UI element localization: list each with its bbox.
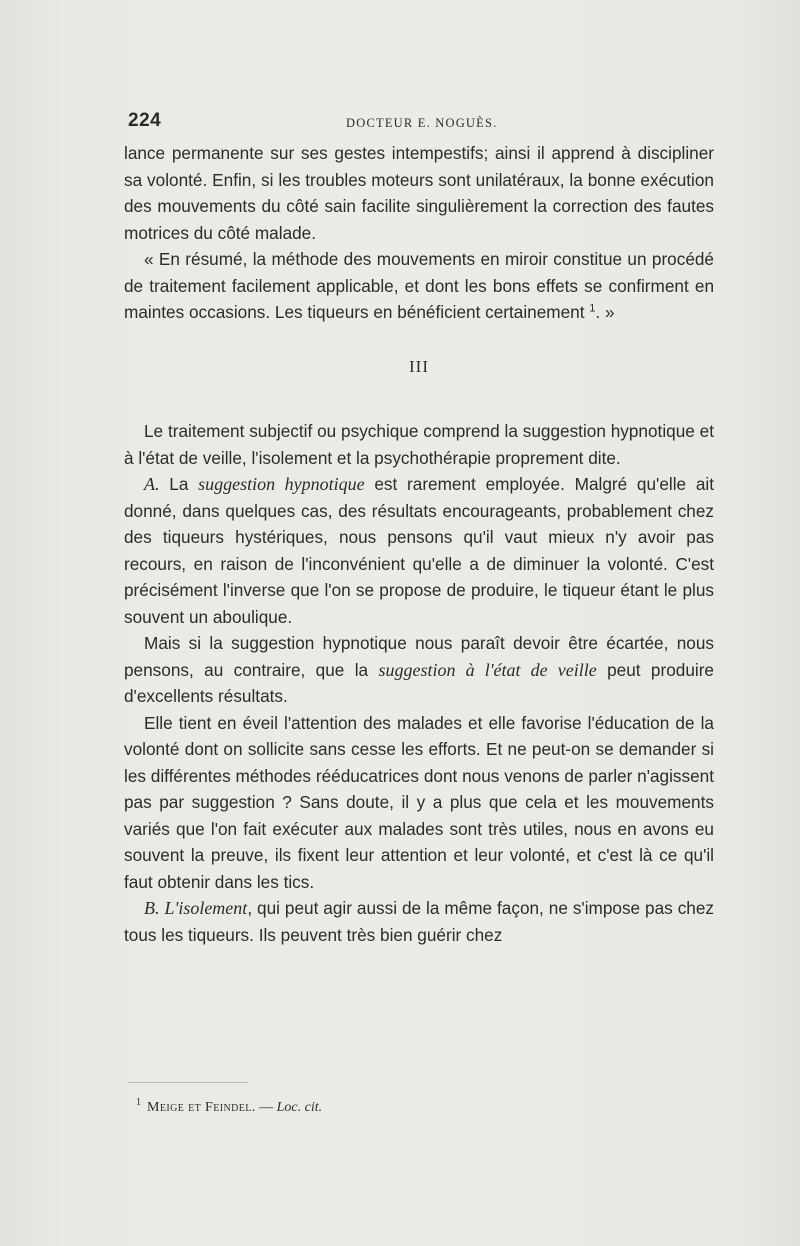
footnote-authors: Meige et Feindel. (147, 1100, 256, 1115)
paragraph-5-a: Mais si la suggestion hypnotique nous paraît devoir être écartée, nous pensons, au contraire, que la (124, 633, 714, 680)
paragraph-1: lance permanente sur ses gestes intempestifs; ainsi il apprend à discipliner sa volonté. Enfin, si les troubles moteurs sont unilatéraux, la bonne exécution des mouvements du côté sain facilite singulièrement la correction des fautes motrices du côté malade. (124, 143, 714, 243)
paragraph-2-text: « En résumé, la méthode des mouvements en miroir constitue un procédé de traitement facilement applicable, et dont les bons effets se confirment en maintes occasions. Les tiqueurs en bénéficient certainement (124, 249, 714, 322)
paragraph-2 (124, 246, 714, 326)
footnote-divider (128, 1082, 248, 1083)
paragraph-4 (124, 471, 714, 630)
term-suggestion-veille: suggestion à l'état de veille (378, 659, 597, 680)
paragraph-7-b: , qui peut agir aussi de la même façon, ne s'impose pas chez tous les tiqueurs. Ils peuvent très bien guérir chez (124, 898, 715, 945)
footnote-reference-text: Loc. cit. (276, 1100, 323, 1115)
paragraph-7 (124, 895, 714, 948)
paragraph-4-label: A. (144, 474, 160, 494)
body-text (124, 140, 714, 948)
term-suggestion-hypnotique: suggestion hypnotique (198, 474, 365, 494)
paragraph-4-b: est rarement employée. Malgré qu'elle ait donné, dans quelques cas, des résultats encourageants, probablement chez des tiqueurs hystériques, nous pensons qu'il vaut mieux n'y avoir pas recours, en raison de l'inconvénient qu'elle a de diminuer la volonté. C'est précisément l'inverse que l'on se propose de produire, le tiqueur étant le plus souvent un aboulique. (124, 474, 715, 627)
footnote-mark: 1 (136, 1097, 141, 1109)
page-number: 224 (128, 110, 162, 131)
term-isolement: L'isolement (164, 898, 248, 918)
paragraph-7-label: B. (144, 898, 160, 918)
paragraph-2-end: . » (595, 302, 615, 322)
paragraph-5-b: peut produire d'excellents résultats. (124, 659, 714, 706)
paragraph-4-a: La (159, 474, 199, 494)
paragraph-3: Le traitement subjectif ou psychique comprend la suggestion hypnotique et à l'état de veille, l'isolement et la psychothérapie proprement dite. (124, 421, 714, 468)
footnote-reference[interactable]: 1 (589, 302, 596, 315)
paragraph-5 (124, 630, 714, 710)
page-header (126, 110, 712, 136)
footnote (136, 1097, 323, 1116)
running-title: DOCTEUR E. NOGUÈS. (346, 116, 498, 130)
section-heading: III (409, 356, 429, 376)
footnote-separator: — (255, 1100, 277, 1115)
paragraph-6: Elle tient en éveil l'attention des malades et elle favorise l'éducation de la volonté dont on sollicite sans cesse les efforts. Et ne peut-on se demander si les différentes méthodes rééducatrices dont nous venons de parler n'agissent pas par suggestion ? Sans doute, il y a plus que cela et les mouvements variés que l'on fait exécuter aux malades sont très utiles, nous en avons eu souvent la preuve, ils fixent leur attention et leur volonté, et c'est là ce qu'il faut obtenir dans les tics. (124, 712, 714, 892)
